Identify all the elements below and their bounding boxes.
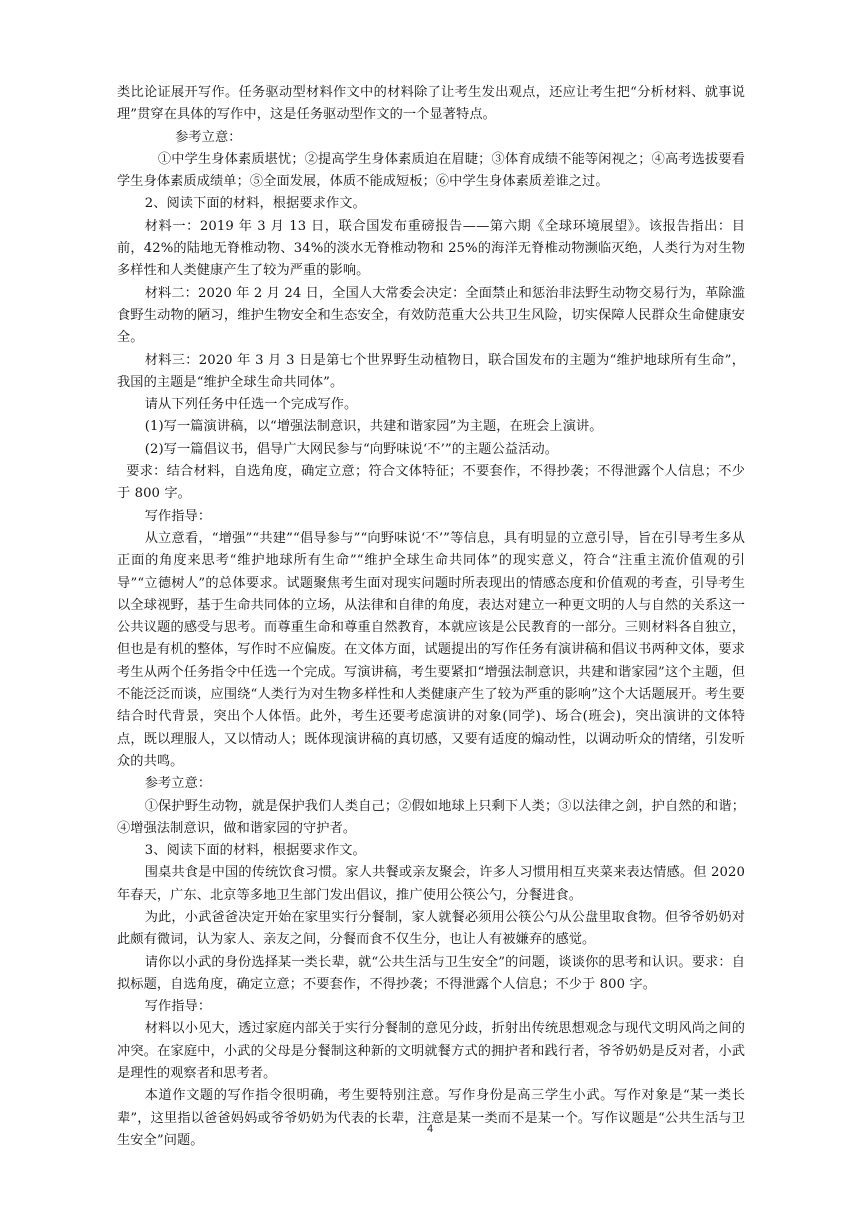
- paragraph: 类比论证展开写作。任务驱动型材料作文中的材料除了让考生发出观点，还应让考生把“分析材料、就事说理”贯穿在具体的写作中，这是任务驱动型作文的一个显著特点。: [117, 85, 745, 123]
- paragraph: 材料三：2020 年 3 月 3 日是第七个世界野生动植物日，联合国发布的主题为“维护地球所有生命”，我国的主题是“维护全球生命共同体”。: [117, 352, 745, 390]
- paragraph: ①中学生身体素质堪忧；②提高学生身体素质迫在眉睫；③体育成绩不能等闲视之；④高考选拔要看学生身体素质成绩单；⑤全面发展，体质不能成短板；⑥中学生身体素质差谁之过。: [117, 151, 745, 190]
- paragraph: 本道作文题的写作指令很明确，考生要特别注意。写作身份是高三学生小武。写作对象是“某一类长辈”，这里指以爸爸妈妈或爷爷奶奶为代表的长辈，注意是某一类而不是某一个。写作议题是“公共生活与卫生安全”问题。: [117, 1088, 745, 1148]
- paragraph: 从立意看，“增强”“共建”“倡导参与”“向野味说‘不’”等信息，具有明显的立意引导，旨在引导考生多从正面的角度来思考“维护地球所有生命”“维护全球生命共同体”的现实意义，符合“注重主流价值观的引导”“立德树人”的总体要求。试题聚焦考生面对现实问题时所表现出的情感态度和价值观的考查，引导考生以全球视野，基于生命共同体的立场，从法律和自律的角度，表达对建立一种更文明的人与自然的关系这一公共议题的感受与思考。而尊重生命和尊重自然教育，本就应该是公民教育的一部分。三则材料各自独立，但也是有机的整体，写作时不应偏废。在文体方面，试题提出的写作任务有演讲稿和倡议书两种文体，要求考生从两个任务指令中任选一个完成。写演讲稿，考生要紧扣“增强法制意识，共建和谐家园”这个主题，但不能泛泛而谈，应围绕“人类行为对生物多样性和人类健康产生了较为严重的影响”这个大话题展开。考生要结合时代背景，突出个人体悟。此外，考生还要考虑演讲的对象(同学)、场合(班会)，突出演讲的文体特点，既以理服人，又以情动人；既体现演讲稿的真切感，又要有适度的煽动性，以调动听众的情绪，引发听众的共鸣。: [117, 530, 745, 769]
- paragraph: 3、阅读下面的材料，根据要求作文。: [144, 843, 366, 859]
- paragraph: 围桌共食是中国的传统饮食习惯。家人共餐或亲友聚会，许多人习惯用相互夹菜来表达情感。但 2020 年春天，广东、北京等多地卫生部门发出倡议，推广使用公筷公勺，分餐进食。: [117, 865, 745, 903]
- paragraph: 写作指导：: [144, 999, 212, 1015]
- paragraph: 材料二：2020 年 2 月 24 日，全国人大常委会决定：全面禁止和惩治非法野生动物交易行为，革除滥食野生动物的陋习，维护生物安全和生态安全，有效防范重大公共卫生风险，切实保障人民群众生命健康安全。: [117, 285, 745, 346]
- paragraph: (1)写一篇演讲稿，以“增强法制意识，共建和谐家园”为主题，在班会上演讲。: [144, 419, 603, 435]
- paragraph: 为此，小武爸爸决定开始在家里实行分餐制，家人就餐必须用公筷公勺从公盘里取食物。但爷爷奶奶对此颇有微词，认为家人、亲友之间，分餐而食不仅生分，也让人有被嫌弃的感觉。: [117, 909, 745, 948]
- paragraph: 请从下列任务中任选一个完成写作。: [144, 397, 358, 413]
- paragraph: 2、阅读下面的材料，根据要求作文。: [144, 196, 366, 212]
- page-number: 4: [426, 1123, 434, 1135]
- paragraph: 要求：结合材料，自选角度，确定立意；符合文体特征；不要套作，不得抄袭；不得泄露个人信息；不少于 800 字。: [117, 464, 745, 502]
- paragraph: 材料一：2019 年 3 月 13 日，联合国发布重磅报告——第六期《全球环境展望》。该报告指出：目前，42%的陆地无脊椎动物、34%的淡水无脊椎动物和 25%的海洋无脊椎动物濒临灭绝，人类行为对生物多样性和人类健康产生了较为严重的影响。: [117, 218, 745, 279]
- paragraph: 参考立意：: [175, 129, 242, 145]
- paragraph: 请你以小武的身份选择某一类长辈，就“公共生活与卫生安全”的问题，谈谈你的思考和认识。要求：自拟标题，自选角度，确定立意；不要套作，不得抄袭；不得泄露个人信息；不少于 800 字。: [117, 954, 745, 992]
- paragraph: ①保护野生动物，就是保护我们人类自己；②假如地球上只剩下人类；③以法律之剑，护自然的和谐；④增强法制意识，做和谐家园的守护者。: [117, 798, 745, 836]
- paragraph: 材料以小见大，透过家庭内部关于实行分餐制的意见分歧，折射出传统思想观念与现代文明风尚之间的冲突。在家庭中，小武的父母是分餐制这种新的文明就餐方式的拥护者和践行者，爷爷奶奶是反对者，小武是理性的观察者和思考者。: [117, 1021, 745, 1082]
- paragraph: (2)写一篇倡议书，倡导广大网民参与“向野味说‘不’”的主题公益活动。: [144, 441, 559, 457]
- paragraph: 写作指导：: [144, 508, 212, 524]
- document-body: [117, 82, 745, 1152]
- paragraph: 参考立意：: [144, 776, 212, 792]
